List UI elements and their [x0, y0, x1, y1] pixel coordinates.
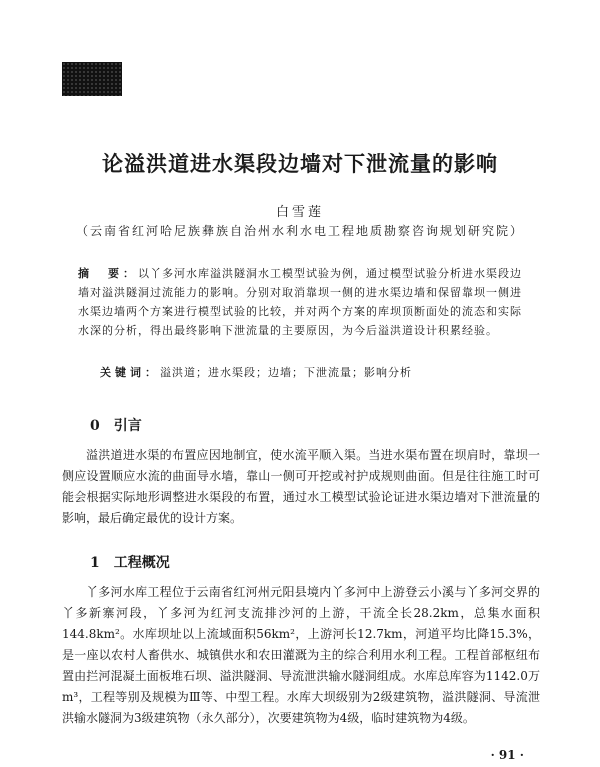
section-title: 工程概况 [113, 555, 170, 571]
section-heading-overview [90, 552, 170, 572]
abstract-label: 摘 要： [78, 267, 138, 280]
section-paragraph-overview: 丫多河水库工程位于云南省红河州元阳县境内丫多河中上游登云小溪与丫多河交界的丫多新寨河段，丫多河为红河支流排沙河的上游，干流全长28.2km，总集水面积144.8km²。水库坝址以上流域面积56km²，上游河长12.7km，河道平均比降15.3%，是一座以农村人畜供水、城镇供水和农田灌溉为主的综合利用水利工程。工程首部枢纽布置由拦河混凝土面板堆石坝、溢洪隧洞、导流泄洪输水隧洞组成。水库总库容为1142.0万m³，工程等别及规模为Ⅲ等、中型工程。水库大坝级别为2级建筑物，溢洪隧洞、导流泄洪输水隧洞为3级建筑物（永久部分），次要建筑物为4级，临时建筑物为4级。 [62, 585, 540, 725]
author-affiliation: （云南省红河哈尼族彝族自治州水利水电工程地质勘察咨询规划研究院） [75, 224, 524, 238]
paper-title: 论溢洪道进水渠段边墙对下泄流量的影响 [102, 151, 498, 176]
section-heading-intro [90, 415, 142, 435]
abstract [78, 264, 528, 340]
corner-print-mark [62, 62, 122, 96]
abstract-text: 以丫多河水库溢洪隧洞水工模型试验为例，通过模型试验分析进水渠段边墙对溢洪隧洞过流能力的影响。分别对取消靠坝一侧的进水渠边墙和保留靠坝一侧进水渠边墙两个方案进行模型试验的比较，并对两个方案的库坝顶断面处的流态和实际水深的分析，得出最终影响下泄流量的主要原因，为今后溢洪道设计积累经验。 [78, 267, 522, 337]
section-number: 1 [90, 555, 100, 571]
keywords [100, 364, 530, 380]
section-paragraph-intro: 溢洪道进水渠的布置应因地制宜，使水流平顺入渠。当进水渠布置在坝肩时，靠坝一侧应设置顺应水流的曲面导水墙，靠山一侧可开挖或衬护成规则曲面。但是往往施工时可能会根据实际地形调整进水渠段的布置，通过水工模型试验论证进水渠边墙对下泄流量的影响，最后确定最优的设计方案。 [62, 448, 540, 525]
page-number: · 91 · [490, 748, 524, 762]
keywords-text: 溢洪道；进水渠段；边墙；下泄流量；影响分析 [160, 366, 412, 379]
author-name: 白雪莲 [275, 205, 324, 220]
keywords-label: 关键词： [100, 366, 160, 379]
section-title: 引言 [113, 418, 142, 434]
section-number: 0 [90, 418, 100, 434]
